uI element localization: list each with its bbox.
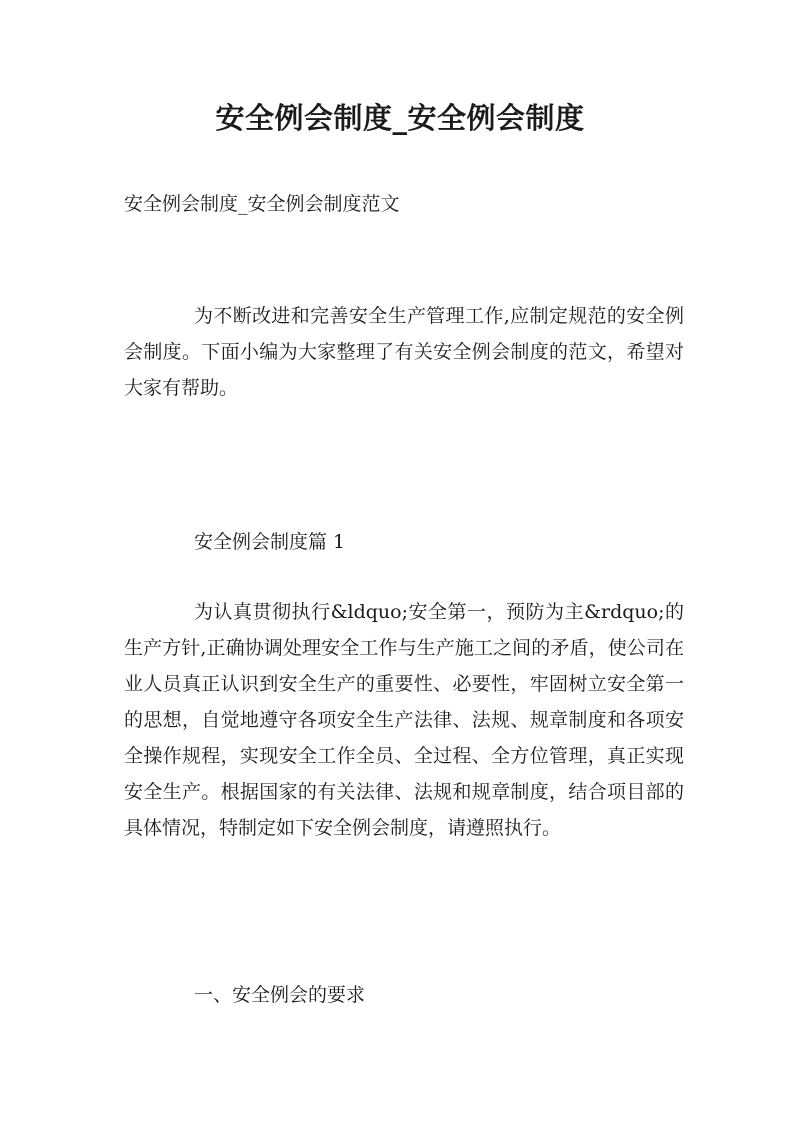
document-subtitle: 安全例会制度_安全例会制度范文 [124, 193, 400, 215]
intro-paragraph: 为不断改进和完善安全生产管理工作,应制定规范的安全例会制度。下面小编为大家整理了有关安全例会制度的范文，希望对大家有帮助。 [124, 305, 684, 399]
chapter-heading: 安全例会制度篇 1 [194, 531, 346, 553]
section-heading: 一、安全例会的要求 [194, 984, 366, 1006]
body-paragraph: 为认真贯彻执行&ldquo;安全第一，预防为主&rdquo;的生产方针,正确协调处理安全工作与生产施工之间的矛盾，使公司在业人员真正认识到安全生产的重要性、必要性，牢固树立安全第一的思想，自觉地遵守各项安全生产法律、法规、规章制度和各项安全操作规程，实现安全工作全员、全过程、全方位管理，真正实现安全生产。根据国家的有关法律、法规和规章制度，结合项目部的具体情况，特制定如下安全例会制度，请遵照执行。 [124, 601, 684, 839]
document-title: 安全例会制度_安全例会制度 [215, 101, 585, 135]
